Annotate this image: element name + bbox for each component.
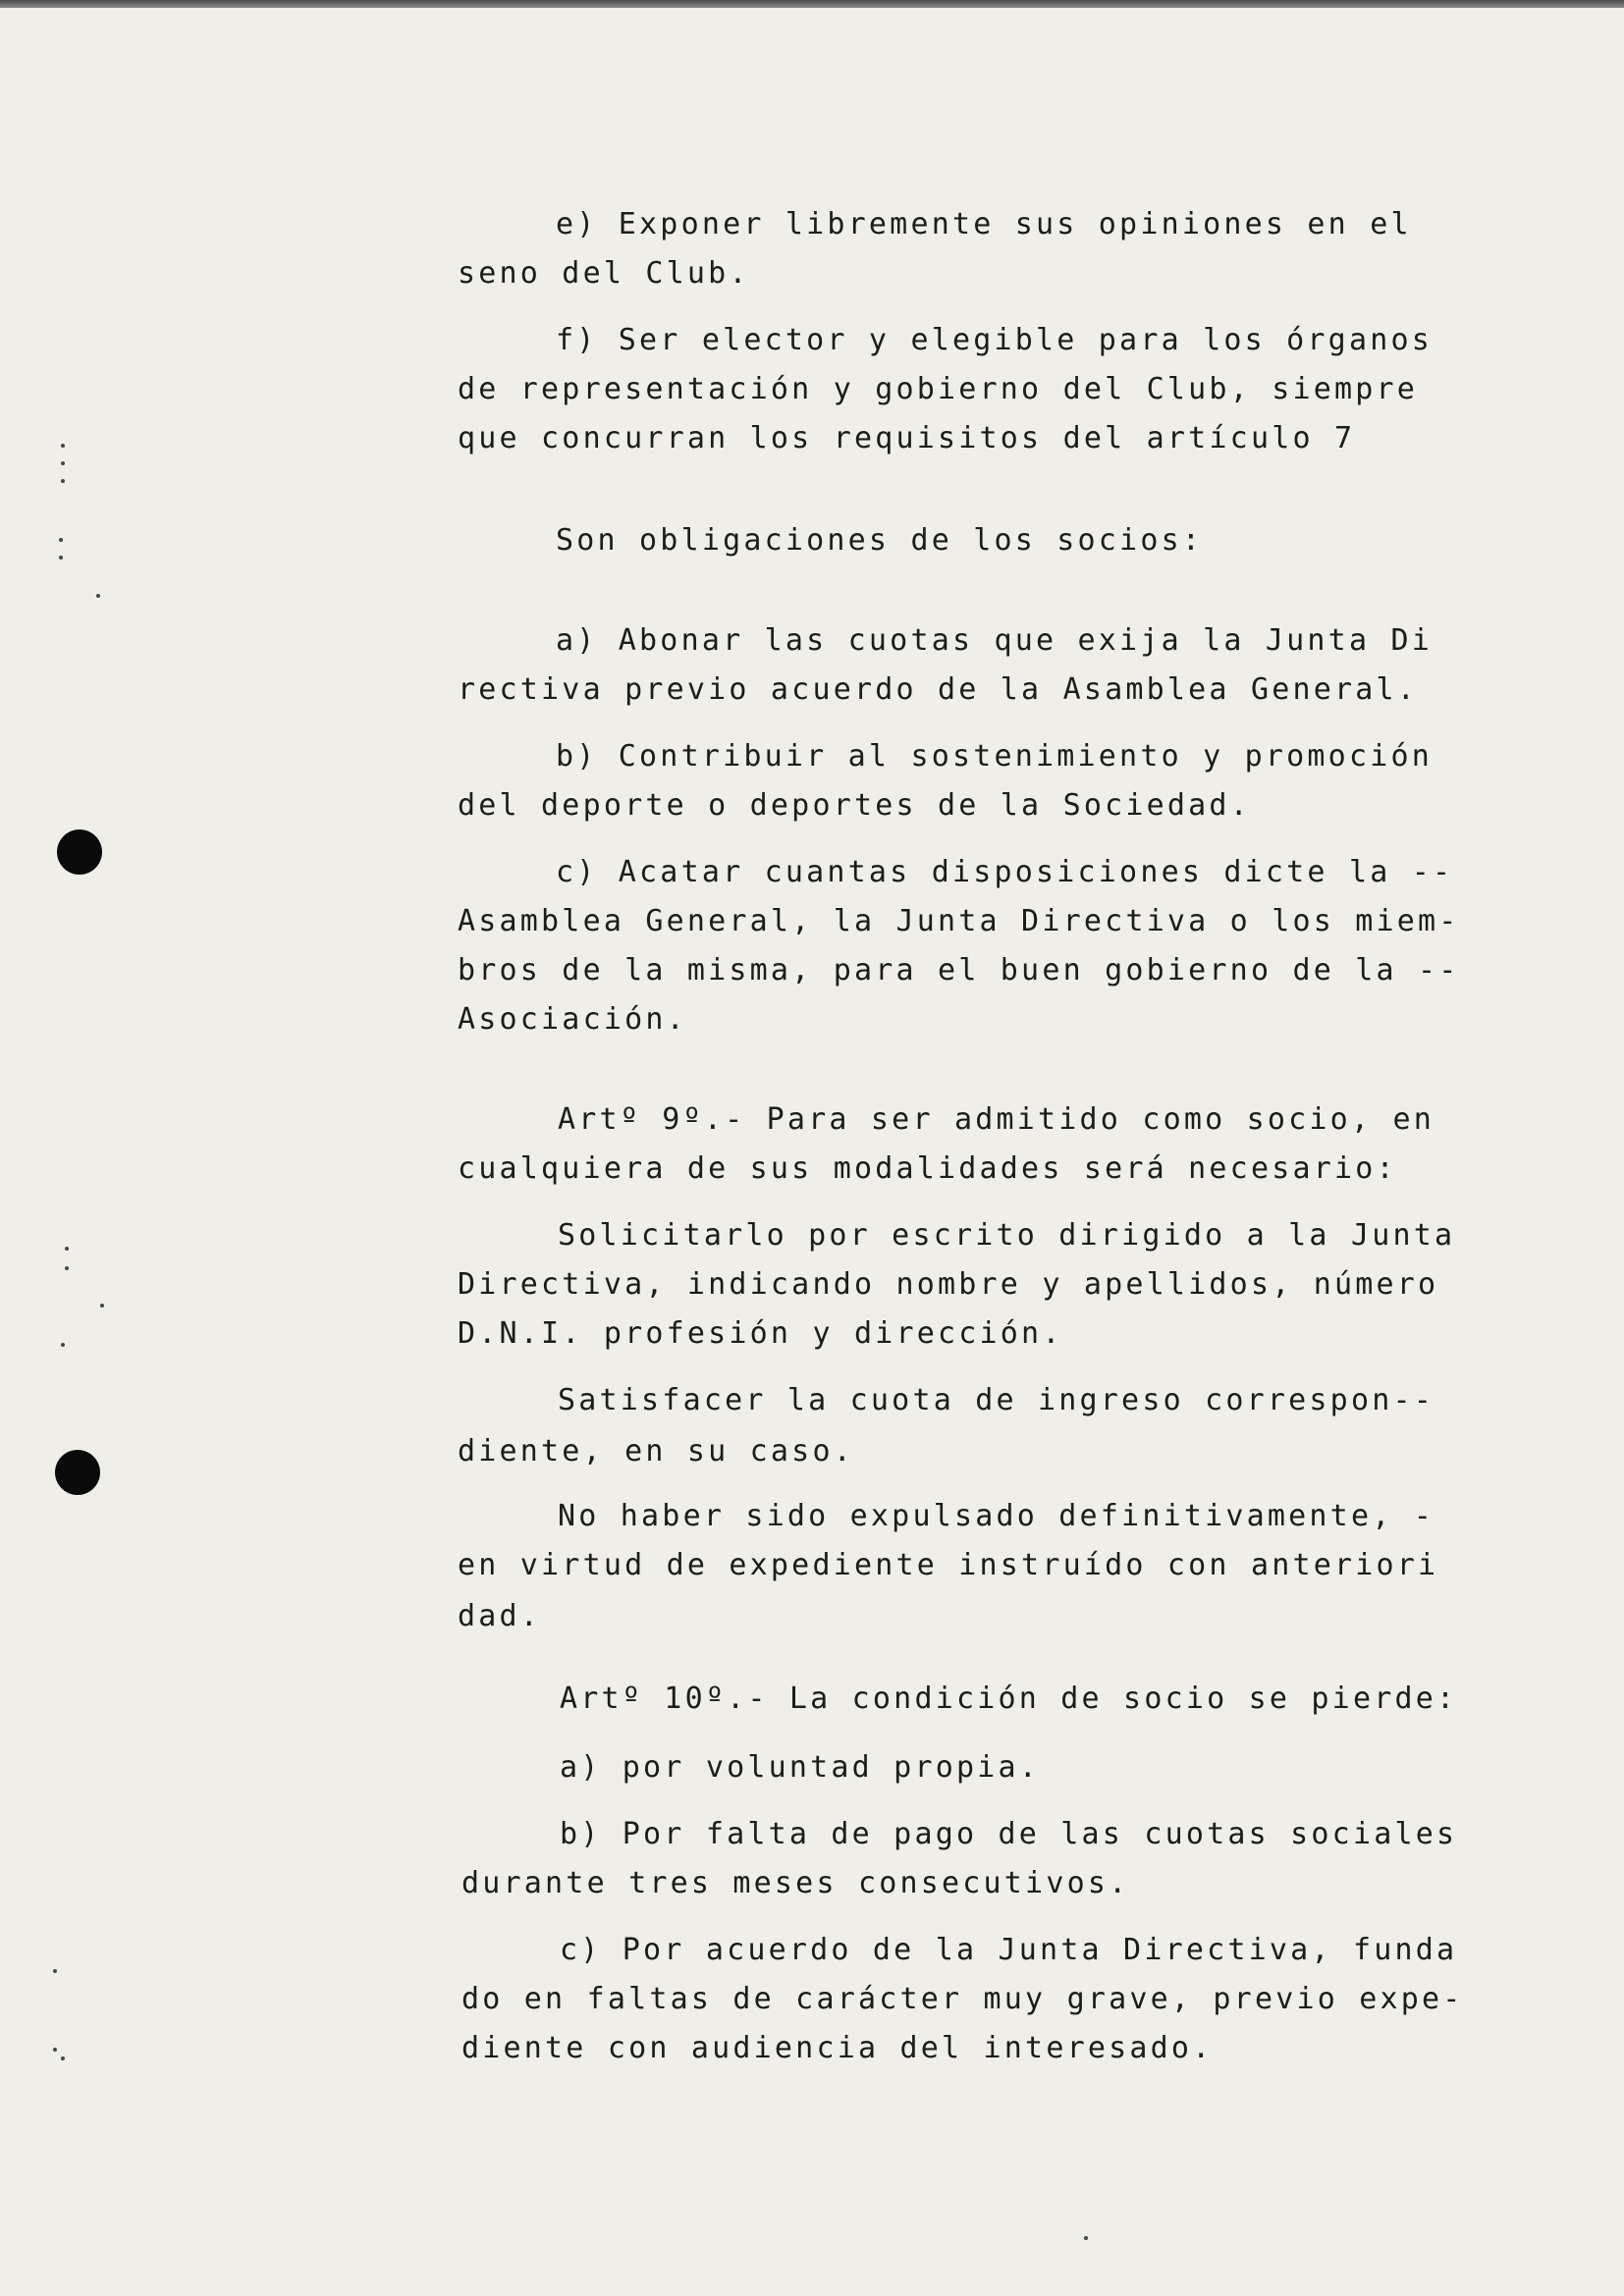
speck: [100, 1304, 104, 1308]
punch-hole-upper: [57, 829, 102, 875]
text-line: a) Abonar las cuotas que exija la Junta Di: [556, 623, 1433, 658]
text-line: dad.: [458, 1599, 542, 1633]
text-line: b) Contribuir al sostenimiento y promoción: [556, 739, 1433, 774]
punch-hole-lower: [55, 1450, 100, 1495]
text-line: Directiva, indicando nombre y apellidos, número: [458, 1267, 1439, 1302]
speck: [53, 1969, 57, 1973]
speck: [96, 594, 100, 598]
text-line: D.N.I. profesión y dirección.: [458, 1316, 1063, 1351]
text-line: seno del Club.: [458, 256, 750, 291]
text-line: en virtud de expediente instruído con anteriori: [458, 1548, 1439, 1582]
scan-top-edge: [0, 0, 1624, 8]
speck: [61, 479, 65, 483]
text-line: cualquiera de sus modalidades será necesario:: [458, 1151, 1397, 1186]
text-line: Satisfacer la cuota de ingreso correspon--: [558, 1383, 1435, 1417]
text-line: No haber sido expulsado definitivamente, -: [558, 1499, 1435, 1533]
text-line: que concurran los requisitos del artículo 7: [458, 421, 1356, 455]
speck: [61, 2056, 65, 2060]
text-line: diente con audiencia del interesado.: [461, 2031, 1214, 2065]
text-line: c) Acatar cuantas disposiciones dicte la --: [556, 855, 1454, 889]
text-line: rectiva previo acuerdo de la Asamblea General.: [458, 672, 1419, 707]
speck: [1084, 2236, 1088, 2240]
speck: [65, 1266, 69, 1270]
text-line: f) Ser elector y elegible para los órganos: [556, 323, 1433, 357]
speck: [59, 538, 63, 542]
text-line: del deporte o deportes de la Sociedad.: [458, 788, 1251, 823]
text-line: Son obligaciones de los socios:: [556, 523, 1204, 558]
text-line: durante tres meses consecutivos.: [461, 1866, 1130, 1900]
text-line: de representación y gobierno del Club, siempre: [458, 372, 1419, 406]
text-line: b) Por falta de pago de las cuotas sociales: [560, 1817, 1458, 1851]
text-line: do en faltas de carácter muy grave, previo expe-: [461, 1982, 1464, 2016]
speck: [61, 1343, 65, 1347]
text-line: bros de la misma, para el buen gobierno de la --: [458, 953, 1460, 988]
text-line: Asamblea General, la Junta Directiva o los miem-: [458, 904, 1460, 938]
text-line: Artº 10º.- La condición de socio se pierde:: [560, 1682, 1458, 1716]
text-line: c) Por acuerdo de la Junta Directiva, funda: [560, 1933, 1458, 1967]
speck: [65, 1247, 69, 1251]
text-line: diente, en su caso.: [458, 1434, 854, 1468]
speck: [61, 461, 65, 465]
text-line: Solicitarlo por escrito dirigido a la Junta: [558, 1218, 1456, 1253]
speck: [59, 556, 63, 560]
text-line: a) por voluntad propia.: [560, 1750, 1041, 1785]
speck: [61, 444, 65, 448]
speck: [53, 2048, 57, 2052]
text-line: e) Exponer libremente sus opiniones en el: [556, 207, 1412, 241]
text-line: Artº 9º.- Para ser admitido como socio, en: [558, 1102, 1435, 1137]
text-line: Asociación.: [458, 1002, 687, 1037]
